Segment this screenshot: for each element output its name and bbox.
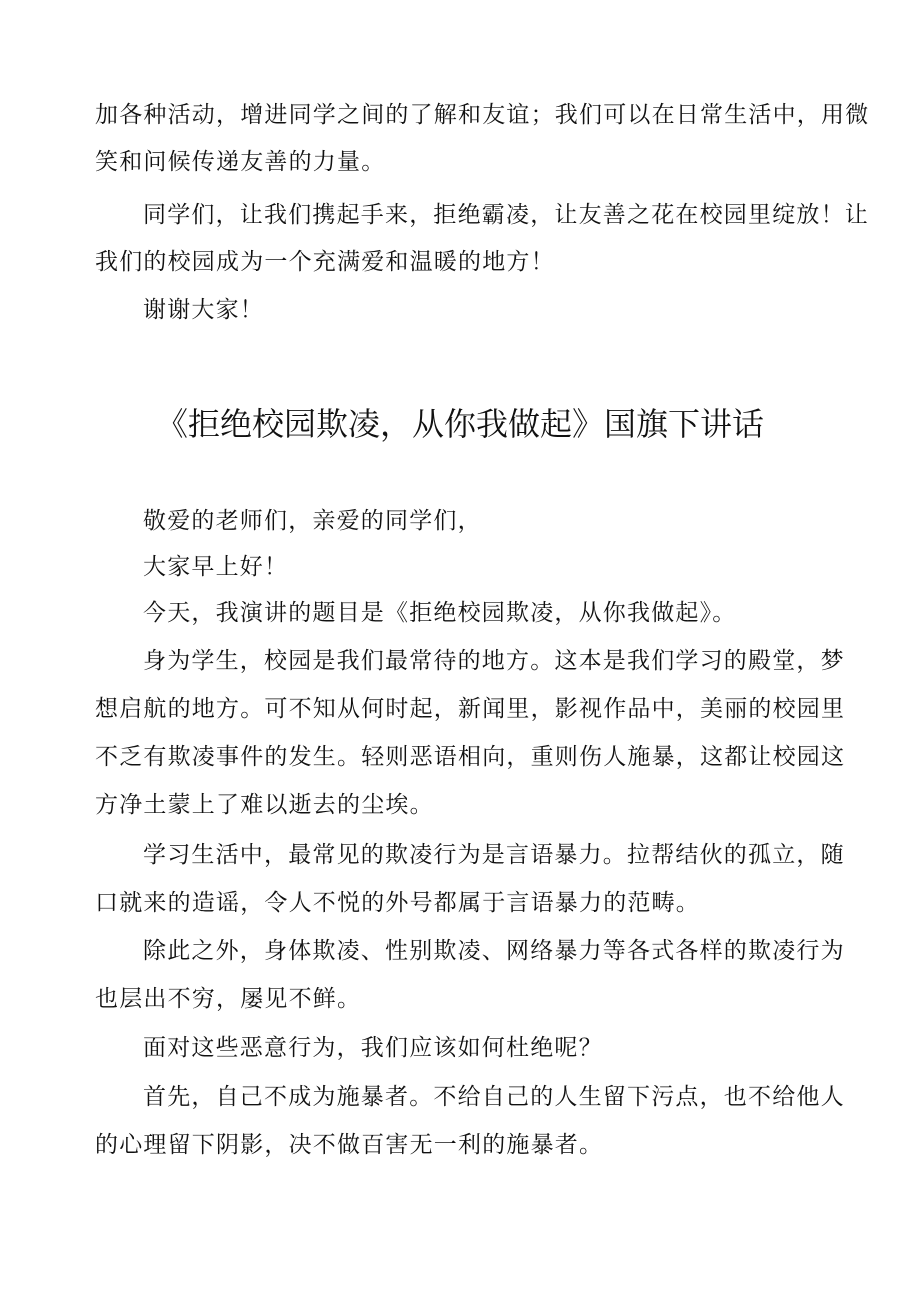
paragraph-line: 今天，我演讲的题目是《拒绝校园欺凌，从你我做起》。 [143, 600, 737, 626]
paragraph-line: 不乏有欺凌事件的发生。轻则恶语相向，重则伤人施暴，这都让校园这 [95, 744, 846, 770]
paragraph-line: 笑和问候传递友善的力量。 [95, 149, 386, 175]
paragraph-line: 加各种活动，增进同学之间的了解和友谊；我们可以在日常生活中，用微 [95, 102, 870, 128]
paragraph-line: 面对这些恶意行为，我们应该如何杜绝呢？ [143, 1035, 603, 1061]
paragraph-line: 方净土蒙上了难以逝去的尘埃。 [95, 792, 434, 818]
paragraph-line: 谢谢大家！ [143, 297, 264, 323]
paragraph-line: 大家早上好！ [143, 554, 289, 580]
paragraph-line: 学习生活中，最常见的欺凌行为是言语暴力。拉帮结伙的孤立，随 [143, 842, 845, 868]
paragraph-line: 也层出不穷，屡见不鲜。 [95, 986, 362, 1012]
paragraph-line: 敬爱的老师们，亲爱的同学们， [143, 508, 482, 534]
paragraph-line: 我们的校园成为一个充满爱和温暖的地方！ [95, 249, 555, 275]
paragraph-line: 除此之外，身体欺凌、性别欺凌、网络暴力等各式各样的欺凌行为 [143, 938, 845, 964]
paragraph-line: 的心理留下阴影，决不做百害无一利的施暴者。 [95, 1132, 604, 1158]
speech-title: 《拒绝校园欺凌，从你我做起》国旗下讲话 [155, 405, 764, 443]
paragraph-line: 首先，自己不成为施暴者。不给自己的人生留下污点，也不给他人 [143, 1084, 845, 1110]
paragraph-line: 想启航的地方。可不知从何时起，新闻里，影视作品中，美丽的校园里 [95, 696, 846, 722]
paragraph-line: 同学们，让我们携起手来，拒绝霸凌，让友善之花在校园里绽放！让 [143, 202, 869, 228]
paragraph-line: 身为学生，校园是我们最常待的地方。这本是我们学习的殿堂，梦 [143, 648, 845, 674]
paragraph-line: 口就来的造谣，令人不悦的外号都属于言语暴力的范畴。 [95, 890, 700, 916]
